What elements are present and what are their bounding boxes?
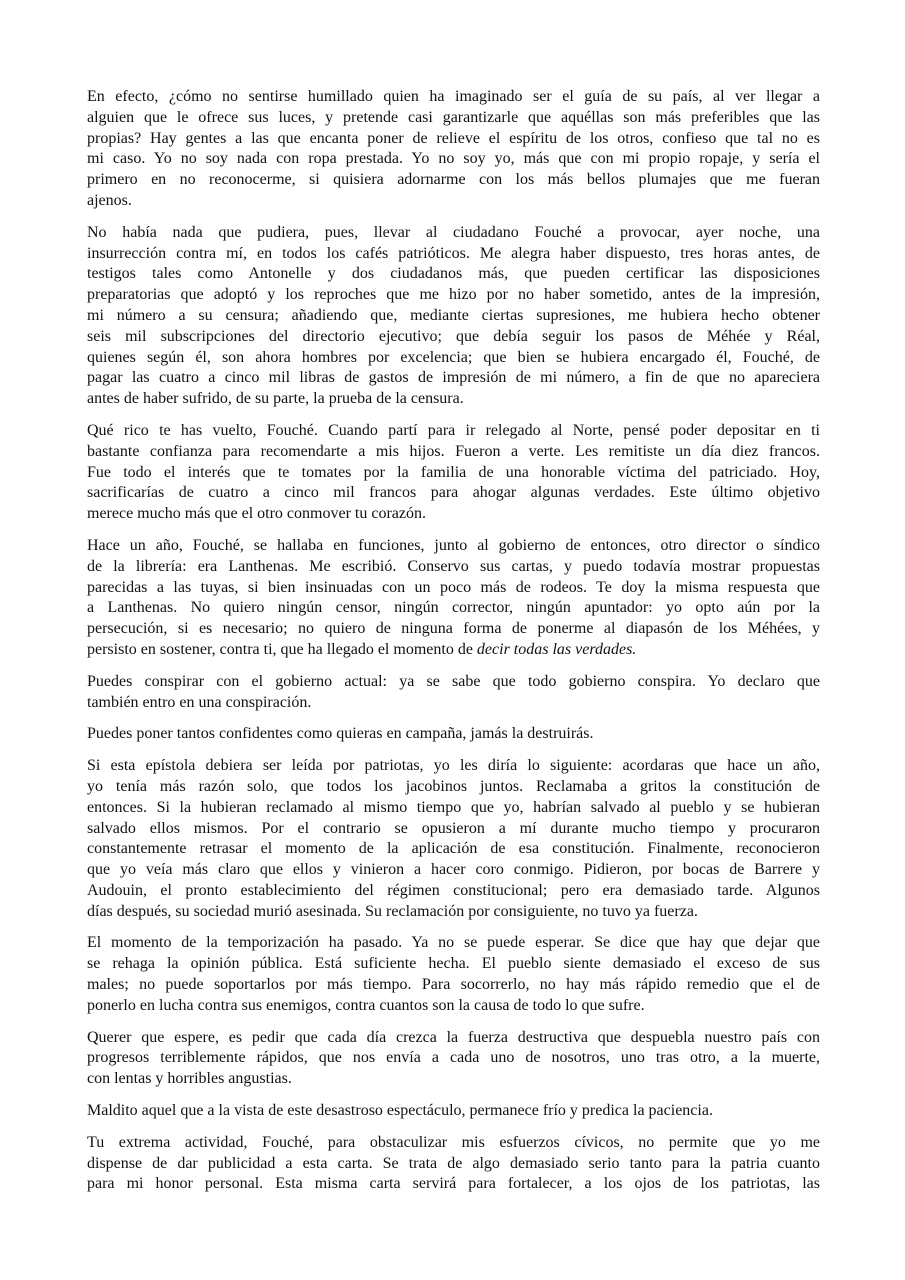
line-text: entonces. Si la hubieran reclamado al mismo tiempo que yo, habrían salvado al pueblo y se hubieran — [87, 798, 820, 816]
line-text: mi número a su censura; añadiendo que, mediante ciertas supresiones, me hubiera hecho obtener — [87, 306, 820, 324]
text-line — [87, 1154, 820, 1175]
line-text: salvado ellos mismos. Por el contrario se opusieron a mí durante mucho tiempo y procuraron — [87, 819, 820, 837]
text-line — [87, 191, 820, 212]
paragraph — [87, 223, 820, 410]
line-text: alguien que le ofrece sus luces, y pretende casi garantizarle que aquéllas son más preferibles que las — [87, 108, 820, 126]
text-line — [87, 640, 820, 661]
line-text: que yo veía más claro que ellos y vinieron a hacer coro conmigo. Pidieron, por bocas de Barrere y — [87, 861, 820, 879]
paragraph — [87, 756, 820, 922]
paragraph — [87, 536, 820, 661]
line-text: a Lanthenas. No quiero ningún censor, ningún corrector, ningún apuntador: yo opto aún por la — [87, 599, 820, 617]
line-text: también entro en una conspiración. — [87, 693, 312, 711]
text-line — [87, 1174, 820, 1195]
line-text: se rehaga la opinión pública. Está suficiente hecha. El pueblo siente demasiado el exceso de sus — [87, 955, 820, 973]
line-text: El momento de la temporización ha pasado. Ya no se puede esperar. Se dice que hay que dejar que — [87, 934, 820, 952]
line-text: persecución, si es necesario; no quiero de ninguna forma de ponerme al diapasón de los Méhées, y — [87, 620, 820, 638]
paragraph — [87, 724, 820, 745]
text-line — [87, 1069, 820, 1090]
line-text: preparatorias que adoptó y los reproches que me hizo por no haber sometido, antes de la impresión, — [87, 286, 820, 304]
italic-phrase: decir todas las verdades. — [476, 640, 637, 658]
line-text: para mi honor personal. Esta misma carta servirá para fortalecer, a los ojos de los patriotas, las — [87, 1175, 820, 1193]
line-text: bastante confianza para recomendarte a mis hijos. Fueron a verte. Les remitiste un día diez francos. — [87, 442, 820, 460]
line-text: sacrificarías de cuatro a cinco mil francos para ahogar algunas verdades. Este último objetivo — [87, 484, 820, 502]
text-line — [87, 421, 820, 442]
text-line — [87, 87, 820, 108]
text-line — [87, 756, 820, 777]
line-text: Si esta epístola debiera ser leída por patriotas, yo les diría lo siguiente: acordaras que hace un año, — [87, 757, 820, 775]
text-line — [87, 1133, 820, 1154]
text-line — [87, 557, 820, 578]
text-line — [87, 483, 820, 504]
text-line — [87, 902, 820, 923]
line-text: Fue todo el interés que te tomates por la familia de una honorable víctima del patriciado. Hoy, — [87, 463, 820, 481]
text-line — [87, 954, 820, 975]
line-text: días después, su sociedad murió asesinada. Su reclamación por consiguiente, no tuvo ya fuerza. — [87, 902, 698, 920]
line-text: seis mil subscripciones del directorio ejecutivo; que debía seguir los pasos de Méhée y Réal, — [87, 327, 820, 345]
line-text: No había nada que pudiera, pues, llevar al ciudadano Fouché a provocar, ayer noche, una — [87, 223, 820, 241]
text-line — [87, 149, 820, 170]
line-text: con lentas y horribles angustias. — [87, 1070, 292, 1088]
text-line — [87, 536, 820, 557]
line-text: Hace un año, Fouché, se hallaba en funciones, junto al gobierno de entonces, otro director o síndico — [87, 536, 820, 554]
line-text: mi caso. Yo no soy nada con ropa prestada. Yo no soy yo, más que con mi propio ropaje, y sería el — [87, 150, 820, 168]
text-line — [87, 504, 820, 525]
text-line — [87, 223, 820, 244]
text-line — [87, 1028, 820, 1049]
text-line — [87, 264, 820, 285]
line-text: Qué rico te has vuelto, Fouché. Cuando partí para ir relegado al Norte, pensé poder depositar en ti — [87, 421, 820, 439]
text-line — [87, 839, 820, 860]
text-line — [87, 578, 820, 599]
line-text: antes de haber sufrido, de su parte, la prueba de la censura. — [87, 390, 464, 408]
line-text: Puedes conspirar con el gobierno actual: ya se sabe que todo gobierno conspira. Yo declaro que — [87, 672, 820, 690]
paragraph — [87, 933, 820, 1016]
paragraph — [87, 1028, 820, 1090]
text-line — [87, 777, 820, 798]
paragraph — [87, 672, 820, 714]
line-text: ajenos. — [87, 191, 132, 209]
line-text: males; no puede soportarlos por más tiempo. Para socorrerlo, no hay más rápido remedio que el de — [87, 976, 820, 994]
line-text: merece mucho más que el otro conmover tu corazón. — [87, 505, 426, 523]
text-line — [87, 463, 820, 484]
line-text: Puedes poner tantos confidentes como quieras en campaña, jamás la destruirás. — [87, 725, 594, 743]
line-text: dispense de dar publicidad a esta carta. Se trata de algo demasiado serio tanto para la patria cuanto — [87, 1154, 820, 1172]
text-line — [87, 129, 820, 150]
line-text: Tu extrema actividad, Fouché, para obstaculizar mis esfuerzos cívicos, no permite que yo me — [87, 1133, 820, 1151]
line-text: persisto en sostener, contra ti, que ha llegado el momento de — [87, 640, 477, 658]
text-line — [87, 672, 820, 693]
text-line — [87, 933, 820, 954]
text-line — [87, 798, 820, 819]
text-line — [87, 996, 820, 1017]
line-text: yo tenía más razón solo, que todos los jacobinos juntos. Reclamaba a gritos la constitución de — [87, 777, 820, 795]
text-line — [87, 975, 820, 996]
text-line — [87, 389, 820, 410]
line-text: testigos tales como Antonelle y dos ciudadanos más, que pueden certificar las disposiciones — [87, 265, 820, 283]
line-text: En efecto, ¿cómo no sentirse humillado quien ha imaginado ser el guía de su país, al ver llegar a — [87, 88, 820, 105]
text-line — [87, 170, 820, 191]
line-text: Maldito aquel que a la vista de este desastroso espectáculo, permanece frío y predica la paciencia. — [87, 1102, 713, 1120]
line-text: propias? Hay gentes a las que encanta poner de relieve el espíritu de los otros, confieso que tal no es — [87, 129, 820, 147]
text-line — [87, 860, 820, 881]
text-line — [87, 819, 820, 840]
line-text: de la librería: era Lanthenas. Me escribió. Conservo sus cartas, y puedo todavía mostrar propuestas — [87, 557, 820, 575]
line-text: progresos terriblemente rápidos, que nos envía a cada uno de nosotros, uno tras otro, a la muerte, — [87, 1049, 820, 1067]
text-line — [87, 244, 820, 265]
text-line — [87, 724, 820, 745]
line-text: constantemente retrasar el momento de la aplicación de esa constitución. Finalmente, reconocieron — [87, 840, 820, 858]
text-line — [87, 108, 820, 129]
line-text: Audouin, el pronto establecimiento del régimen constitucional; pero era demasiado tarde. Algunos — [87, 881, 820, 899]
text-line — [87, 327, 820, 348]
text-line — [87, 619, 820, 640]
text-line — [87, 306, 820, 327]
text-line — [87, 368, 820, 389]
line-text: primero en no reconocerme, si quisiera adornarme con los más bellos plumajes que me fueran — [87, 171, 820, 189]
text-line — [87, 881, 820, 902]
text-line — [87, 693, 820, 714]
line-text: parecidas a las tuyas, si bien insinuadas con un poco más de rodeos. Te doy la misma respuesta que — [87, 578, 820, 596]
document-page — [87, 87, 820, 1206]
paragraph — [87, 87, 820, 212]
line-text: pagar las cuatro a cinco mil libras de gastos de impresión de mi número, a fin de que no apareciera — [87, 369, 820, 387]
line-text: ponerlo en lucha contra sus enemigos, contra cuantos son la causa de todo lo que sufre. — [87, 996, 645, 1014]
line-text: insurrección contra mí, en todos los cafés patrióticos. Me alegra haber dispuesto, tres horas antes, de — [87, 244, 820, 262]
paragraph — [87, 421, 820, 525]
text-line — [87, 598, 820, 619]
line-text: Querer que espere, es pedir que cada día crezca la fuerza destructiva que despuebla nuestro país con — [87, 1028, 820, 1046]
line-text: quienes según él, son ahora hombres por excelencia; que bien se hubiera encargado él, Fouché, de — [87, 348, 820, 366]
text-line — [87, 348, 820, 369]
text-line — [87, 442, 820, 463]
text-line — [87, 285, 820, 306]
text-line — [87, 1048, 820, 1069]
paragraph — [87, 1133, 820, 1195]
paragraph — [87, 1101, 820, 1122]
text-line — [87, 1101, 820, 1122]
